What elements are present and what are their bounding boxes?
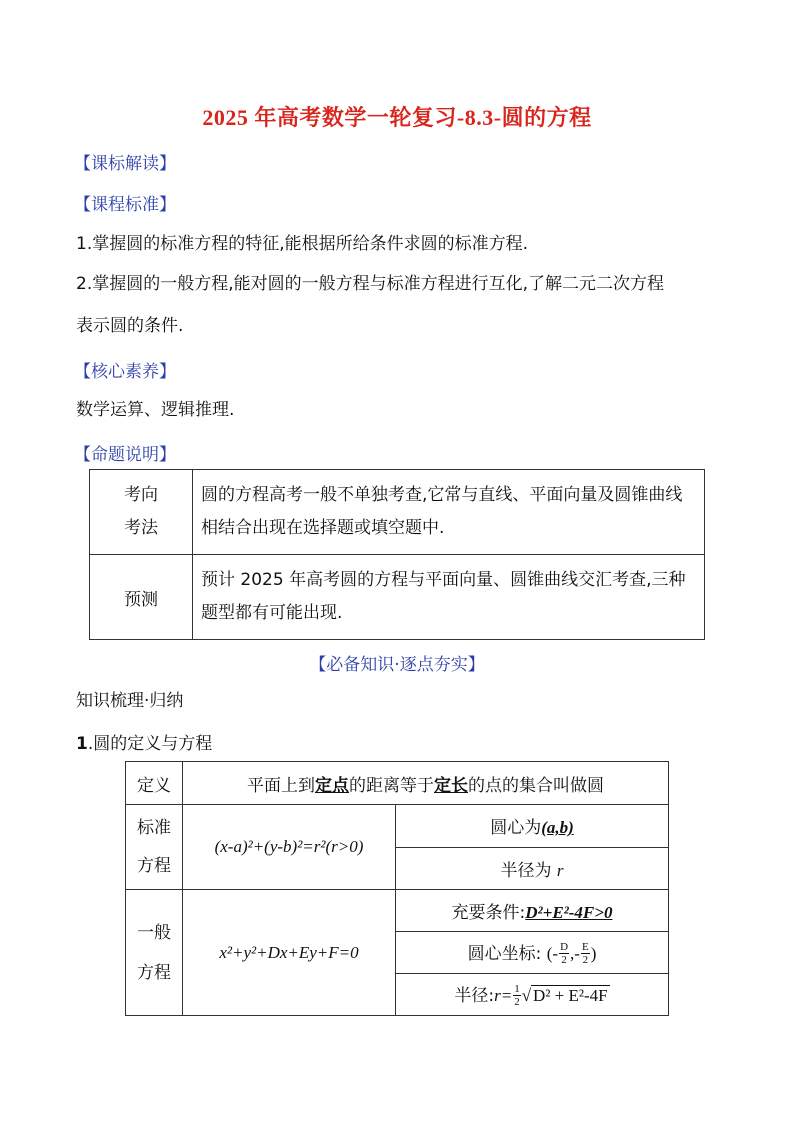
heading-hexin: 【核心素养】	[74, 362, 176, 382]
item1-number: 1	[76, 734, 88, 754]
sqrt-body: D² + E²-4F	[533, 985, 608, 1005]
heading-bibei: 【必备知识·逐点夯实】	[309, 655, 485, 675]
item1-heading	[76, 733, 212, 755]
table1-key-a: 考向	[124, 485, 158, 505]
heading-mingti: 【命题说明】	[74, 445, 176, 465]
gen-radius: 半径:r= $\frac{1}{2}$ √ D² + E²-4F	[396, 974, 669, 1016]
table-row	[90, 470, 705, 555]
gen-condition: 充要条件:D²+E²-4F>0	[396, 890, 669, 932]
exam-info-table	[89, 469, 705, 640]
table1-value-2: 预计 2025 年高考圆的方程与平面向量、圆锥曲线交汇考查,三种题型都有可能出现.	[193, 555, 705, 640]
gen-equation: x²+y²+Dx+Ey+F=0	[183, 890, 396, 1016]
std-radius: 半径为 r	[396, 847, 669, 890]
table-row	[90, 555, 705, 640]
standard-2b: 表示圆的条件.	[76, 316, 184, 336]
heading-kecheng: 【课程标准】	[74, 195, 176, 215]
fraction-d-over-2: $\frac{D}{2}$	[560, 941, 569, 967]
fraction-one-half: $\frac{1}{2}$	[514, 983, 520, 1009]
heading-kebiao: 【课标解读】	[74, 154, 176, 174]
table1-value-1: 圆的方程高考一般不单独考查,它常与直线、平面向量及圆锥曲线相结合出现在选择题或填空题中.	[193, 470, 705, 555]
standard-2a: 2.掌握圆的一般方程,能对圆的一般方程与标准方程进行互化,了解二元二次方程	[76, 274, 665, 294]
std-center: 圆心为(a,b)	[396, 805, 669, 848]
gen-center: 圆心坐标: (- $\frac{D}{2}$ ,- $\frac{E}{2}$ )	[396, 932, 669, 974]
std-key: 标准 方程	[126, 805, 183, 890]
table-row	[126, 890, 669, 932]
fraction-e-over-2: $\frac{E}{2}$	[581, 941, 589, 967]
circle-equation-table	[125, 761, 669, 1016]
item1-text: .圆的定义与方程	[87, 734, 213, 754]
page-title: 2025 年高考数学一轮复习-8.3-圆的方程	[202, 105, 592, 130]
gen-key: 一般 方程	[126, 890, 183, 1016]
table-row	[126, 762, 669, 805]
def-value: 平面上到定点的距离等于定长的点的集合叫做圆	[183, 762, 669, 805]
def-key: 定义	[126, 762, 183, 805]
table-row	[126, 805, 669, 848]
hexin-text: 数学运算、逻辑推理.	[76, 400, 235, 420]
std-equation: (x-a)²+(y-b)²=r²(r>0)	[183, 805, 396, 890]
zhishi-heading: 知识梳理·归纳	[76, 691, 184, 711]
standard-1: 1.掌握圆的标准方程的特征,能根据所给条件求圆的标准方程.	[76, 234, 529, 254]
table1-key-b: 考法	[124, 518, 158, 538]
table1-key-2: 预测	[90, 555, 193, 640]
sqrt-sign: √	[521, 985, 532, 1005]
